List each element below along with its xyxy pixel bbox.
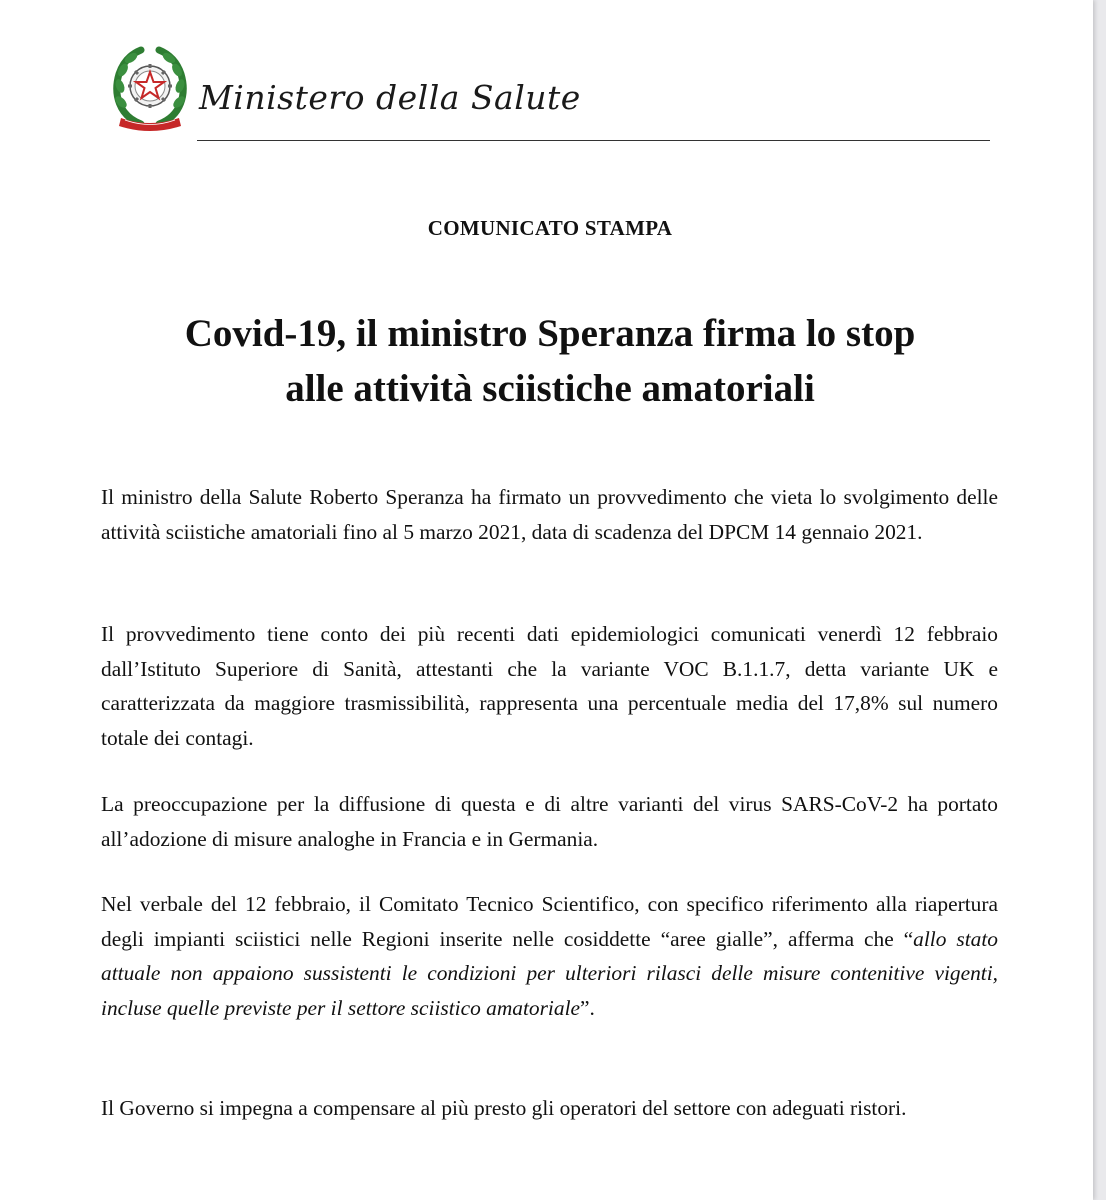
- paragraph-4-end: ”.: [580, 995, 595, 1020]
- paragraph-3: La preoccupazione per la diffusione di questa e di altre varianti del virus SARS-CoV-2 ha portato all’adozione di misure analoghe in Francia e in Germania.: [101, 792, 998, 851]
- headline: [100, 306, 1000, 416]
- headline-line-2: alle attività sciistiche amatoriali: [285, 367, 815, 410]
- paragraph-5: Il Governo si impegna a compensare al più presto gli operatori del settore con adeguati ristori.: [101, 1096, 907, 1120]
- paragraph-4-intro: Nel verbale del 12 febbraio, il Comitato Tecnico Scientifico, con specifico riferimento alla riapertura degli impianti sciistici nelle Regioni inserite nelle cosiddette “aree gialle”, afferma che “: [101, 892, 998, 951]
- paragraph-4-quote: allo stato attuale non appaiono sussistenti le condizioni per ulteriori rilasci delle misure contenitive vigenti, incluse quelle previste per il settore sciistico amatoriale: [101, 926, 998, 1020]
- headline-line-1: Covid-19, il ministro Speranza firma lo stop: [184, 312, 916, 355]
- document-type-label: COMUNICATO STAMPA: [427, 216, 673, 240]
- paragraph-1: Il ministro della Salute Roberto Speranza ha firmato un provvedimento che vieta lo svolgimento delle attività sciistiche amatoriali fino al 5 marzo 2021, data di scadenza del DPCM 14 gennaio 2021.: [101, 485, 998, 544]
- italian-republic-emblem-icon: [111, 46, 189, 132]
- ministry-name: Ministero della Salute: [199, 78, 581, 117]
- paragraph-4: [101, 887, 998, 1025]
- header-divider: [197, 140, 990, 141]
- paragraph-2: Il provvedimento tiene conto dei più recenti dati epidemiologici comunicati venerdì 12 febbraio dall’Istituto Superiore di Sanità, attestanti che la variante VOC B.1.1.7, detta variante UK e caratterizzata da maggiore trasmissibilità, rappresenta una percentuale media del 17,8% sul numero totale dei contagi.: [101, 622, 998, 750]
